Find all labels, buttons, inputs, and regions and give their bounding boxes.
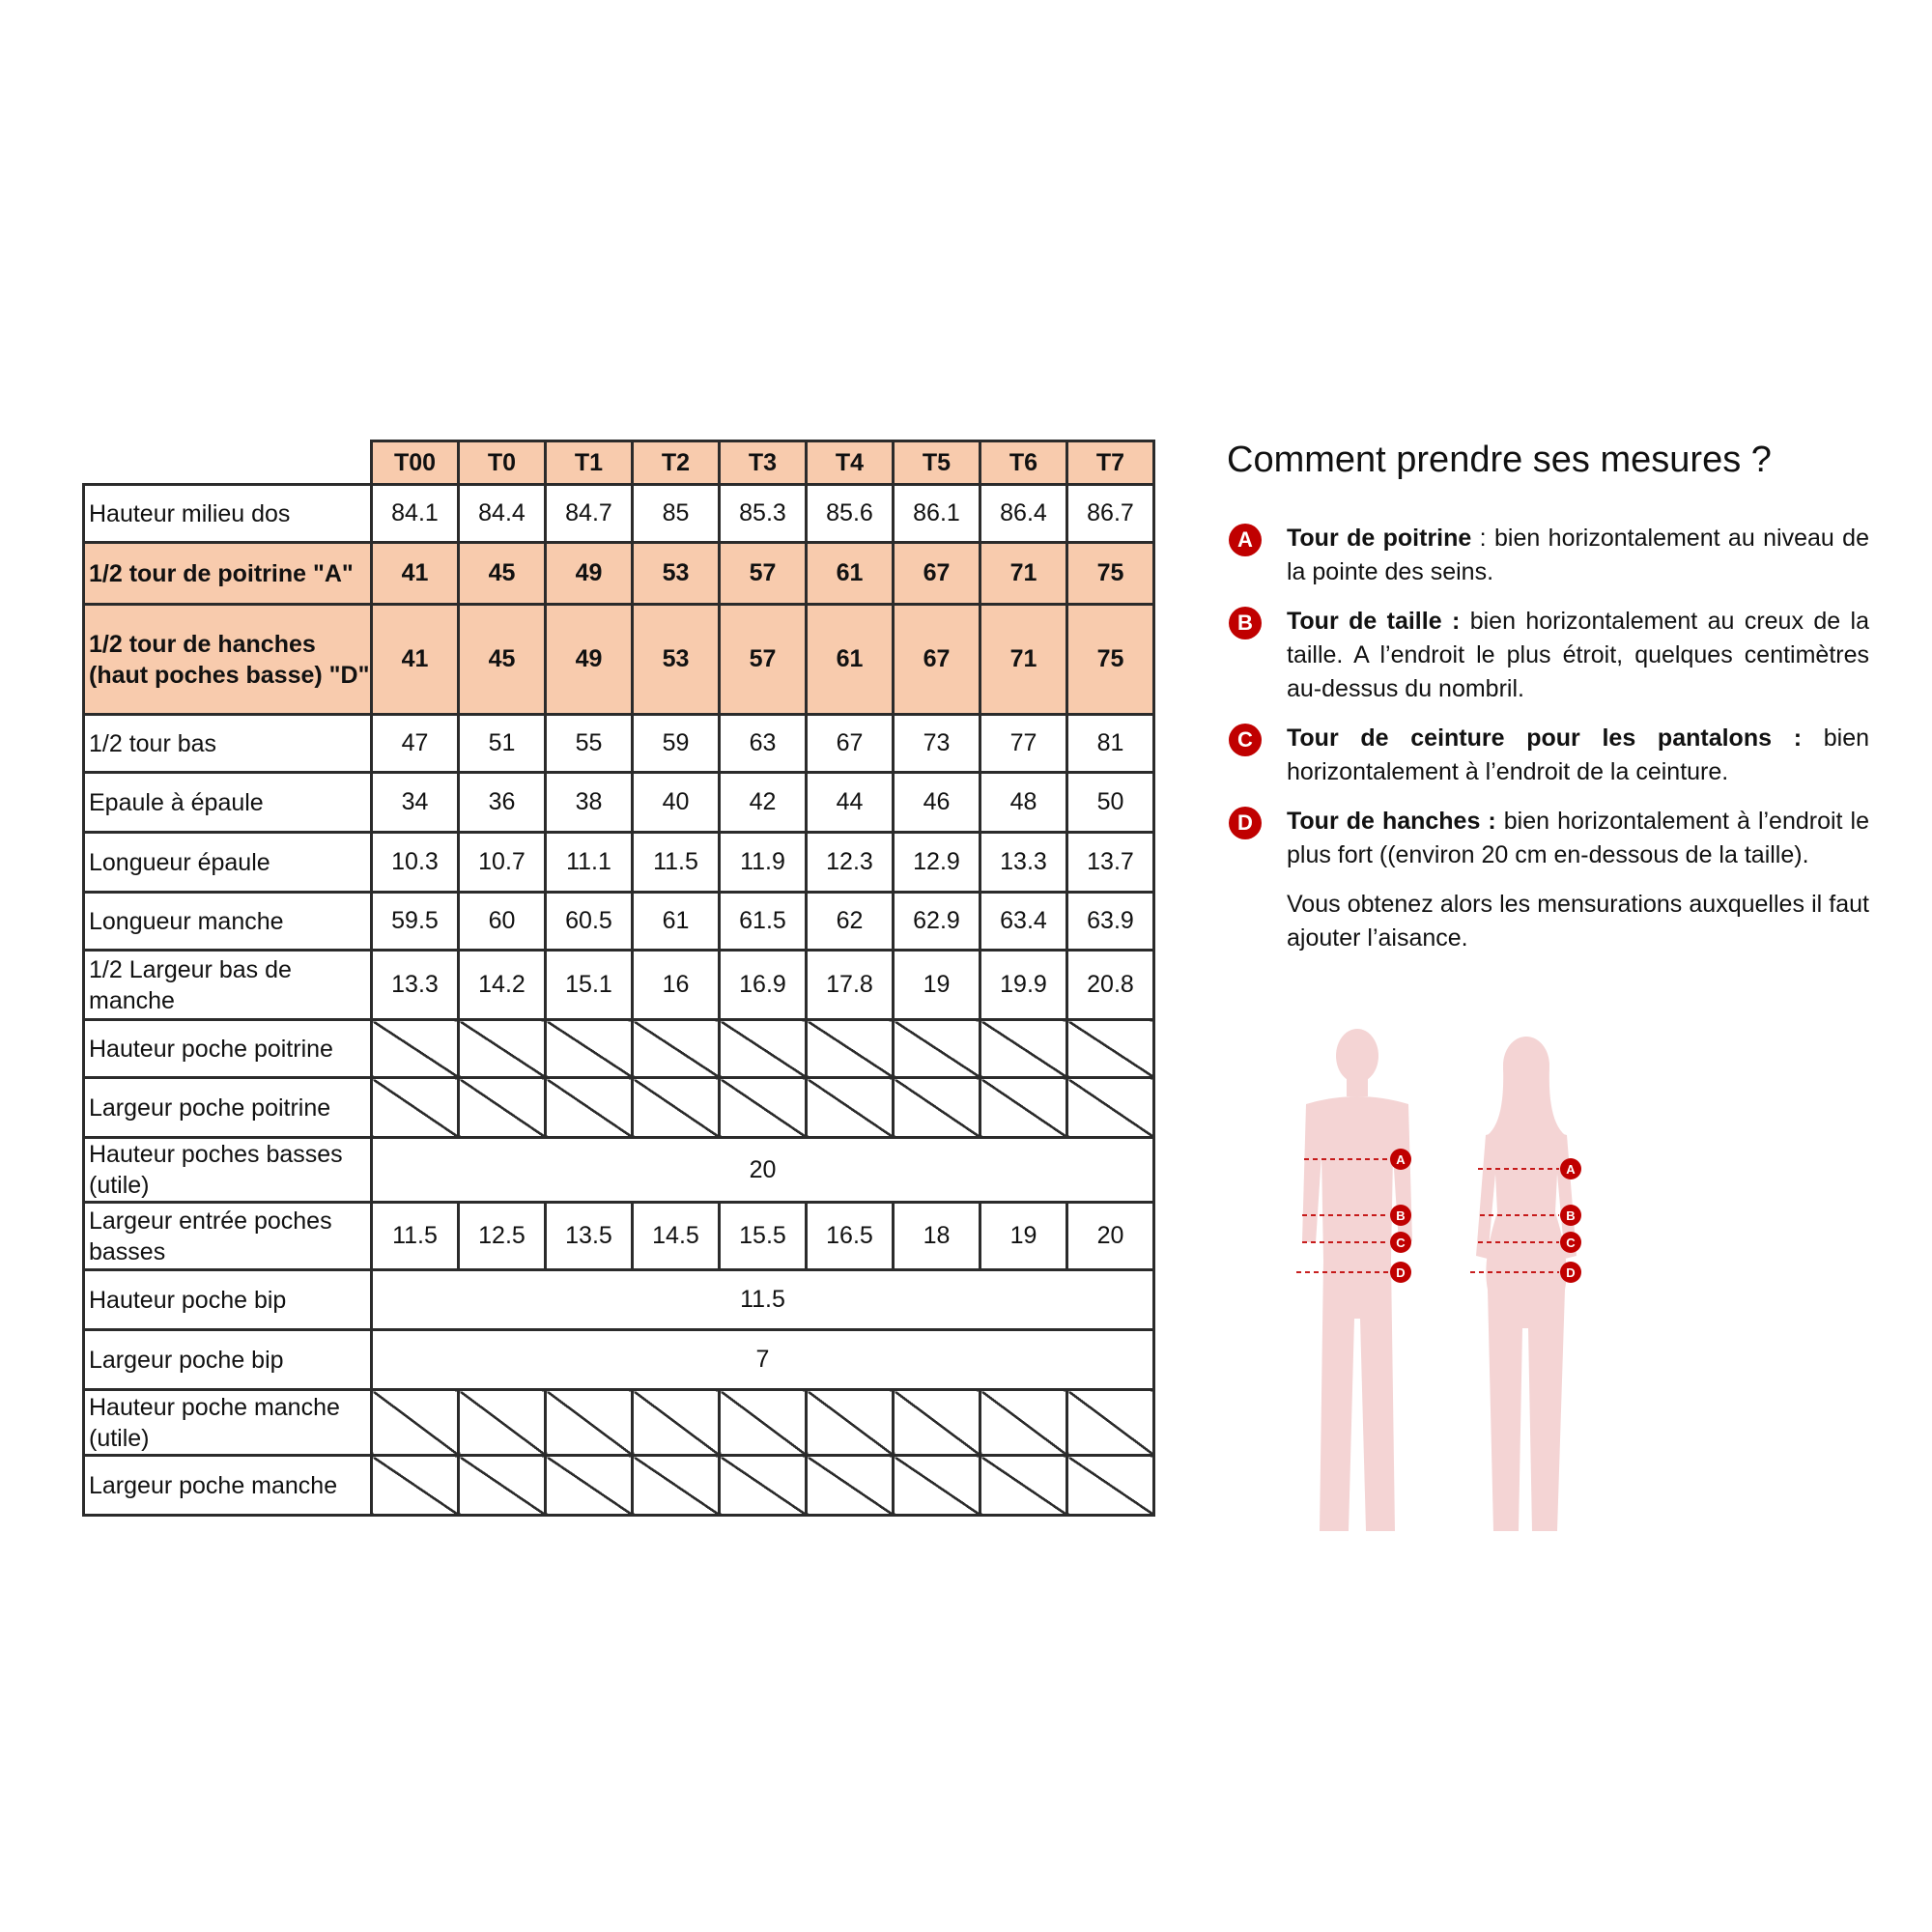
row-label: Hauteur poche poitrine [84,1020,372,1078]
value-cell: 11.9 [720,833,807,893]
value-cell: 75 [1067,605,1154,715]
not-applicable-cell [894,1078,980,1138]
guide-desc: bien horizontalement à l’endroit le plus fort ((environ 20 cm en-dessous de la taille). [1287,808,1869,868]
guide-item-c [1227,722,1869,789]
marker-label: A [1566,1162,1576,1177]
marker-label: C [1566,1236,1576,1250]
value-cell: 13.3 [980,833,1067,893]
value-cell: 86.4 [980,485,1067,543]
marker-label: C [1396,1236,1406,1250]
value-cell: 77 [980,715,1067,773]
value-cell: 11.5 [372,1203,459,1270]
not-applicable-cell [459,1078,546,1138]
not-applicable-cell [720,1078,807,1138]
marker-label: B [1396,1208,1406,1223]
value-cell: 57 [720,543,807,605]
not-applicable-cell [1067,1020,1154,1078]
guide-term: Tour de hanches : [1287,808,1496,835]
value-cell: 62.9 [894,893,980,951]
size-header: T3 [720,441,807,485]
row-label: Largeur poche manche [84,1456,372,1516]
merged-value-cell: 7 [372,1330,1154,1390]
value-cell: 16.5 [807,1203,894,1270]
guide-title: Comment prendre ses mesures ? [1227,440,1772,480]
marker-label: B [1566,1208,1576,1223]
value-cell: 12.3 [807,833,894,893]
value-cell: 67 [894,605,980,715]
value-cell: 11.1 [546,833,633,893]
value-cell: 10.3 [372,833,459,893]
value-cell: 20 [1067,1203,1154,1270]
value-cell: 84.7 [546,485,633,543]
not-applicable-cell [633,1078,720,1138]
table-row [84,1390,1154,1456]
guide-desc: bien horizontalement à l’endroit de la ceinture. [1287,724,1869,785]
not-applicable-cell [720,1020,807,1078]
value-cell: 61 [807,543,894,605]
value-cell: 40 [633,773,720,833]
value-cell: 86.7 [1067,485,1154,543]
not-applicable-cell [1067,1078,1154,1138]
size-table [82,440,1155,1517]
value-cell: 75 [1067,543,1154,605]
not-applicable-cell [807,1390,894,1456]
value-cell: 60.5 [546,893,633,951]
not-applicable-cell [546,1078,633,1138]
not-applicable-cell [894,1020,980,1078]
value-cell: 10.7 [459,833,546,893]
value-cell: 12.5 [459,1203,546,1270]
table-row [84,605,1154,715]
row-label: 1/2 Largeur bas de manche [84,951,372,1020]
value-cell: 59.5 [372,893,459,951]
value-cell: 41 [372,605,459,715]
row-label: Longueur épaule [84,833,372,893]
value-cell: 57 [720,605,807,715]
badge-b-icon: B [1229,607,1262,639]
size-header: T4 [807,441,894,485]
not-applicable-cell [894,1390,980,1456]
not-applicable-cell [980,1390,1067,1456]
size-header: T0 [459,441,546,485]
value-cell: 55 [546,715,633,773]
guide-desc: : bien horizontalement au niveau de la pointe des seins. [1287,525,1869,585]
table-row [84,1203,1154,1270]
guide-term: Tour de ceinture pour les pantalons : [1287,724,1803,752]
table-row [84,1270,1154,1330]
value-cell: 84.1 [372,485,459,543]
not-applicable-cell [633,1456,720,1516]
value-cell: 18 [894,1203,980,1270]
value-cell: 85.6 [807,485,894,543]
not-applicable-cell [372,1020,459,1078]
not-applicable-cell [720,1456,807,1516]
value-cell: 61.5 [720,893,807,951]
value-cell: 15.1 [546,951,633,1020]
marker-label: D [1396,1265,1406,1280]
value-cell: 51 [459,715,546,773]
not-applicable-cell [459,1390,546,1456]
value-cell: 11.5 [633,833,720,893]
table-row [84,1020,1154,1078]
table-body [84,485,1154,1516]
value-cell: 46 [894,773,980,833]
guide-term: Tour de taille : [1287,608,1461,635]
not-applicable-cell [980,1078,1067,1138]
row-label: Largeur entrée poches basses [84,1203,372,1270]
merged-value-cell: 20 [372,1138,1154,1203]
value-cell: 63.9 [1067,893,1154,951]
value-cell: 61 [633,893,720,951]
table-row [84,773,1154,833]
value-cell: 67 [807,715,894,773]
size-header: T5 [894,441,980,485]
guide-note: Vous obtenez alors les mensurations auxquelles il faut ajouter l’aisance. [1287,891,1869,952]
value-cell: 13.5 [546,1203,633,1270]
not-applicable-cell [980,1020,1067,1078]
value-cell: 53 [633,605,720,715]
value-cell: 34 [372,773,459,833]
row-label: Largeur poche bip [84,1330,372,1390]
not-applicable-cell [459,1456,546,1516]
guide-term: Tour de poitrine [1287,525,1472,552]
table-row [84,1078,1154,1138]
table-row [84,543,1154,605]
guide-desc: bien horizontalement au creux de la taille. A l’endroit le plus étroit, quelques centimètres au-dessus du nombril. [1287,608,1870,702]
value-cell: 44 [807,773,894,833]
value-cell: 62 [807,893,894,951]
value-cell: 36 [459,773,546,833]
female-silhouette [1476,1037,1577,1531]
value-cell: 85 [633,485,720,543]
row-label: Longueur manche [84,893,372,951]
table-row [84,715,1154,773]
not-applicable-cell [546,1390,633,1456]
size-header: T1 [546,441,633,485]
value-cell: 85.3 [720,485,807,543]
not-applicable-cell [546,1020,633,1078]
value-cell: 15.5 [720,1203,807,1270]
value-cell: 12.9 [894,833,980,893]
row-label: Epaule à épaule [84,773,372,833]
body-silhouettes-illustration [1246,1029,1652,1550]
size-header: T2 [633,441,720,485]
row-label: Hauteur poche bip [84,1270,372,1330]
not-applicable-cell [546,1456,633,1516]
value-cell: 49 [546,605,633,715]
table-row [84,951,1154,1020]
not-applicable-cell [372,1456,459,1516]
size-header: T7 [1067,441,1154,485]
guide-item-d [1227,805,1869,872]
merged-value-cell: 11.5 [372,1270,1154,1330]
value-cell: 61 [807,605,894,715]
size-header: T00 [372,441,459,485]
table-row [84,1138,1154,1203]
marker-label: D [1566,1265,1576,1280]
guide-item-a [1227,522,1869,589]
value-cell: 86.1 [894,485,980,543]
not-applicable-cell [807,1020,894,1078]
value-cell: 13.3 [372,951,459,1020]
value-cell: 38 [546,773,633,833]
value-cell: 67 [894,543,980,605]
value-cell: 45 [459,605,546,715]
row-label: 1/2 tour bas [84,715,372,773]
table-corner [84,441,372,485]
measurement-guide [1227,440,1869,955]
badge-a-icon: A [1229,524,1262,556]
not-applicable-cell [633,1020,720,1078]
value-cell: 19 [980,1203,1067,1270]
value-cell: 50 [1067,773,1154,833]
value-cell: 59 [633,715,720,773]
not-applicable-cell [720,1390,807,1456]
value-cell: 81 [1067,715,1154,773]
value-cell: 19.9 [980,951,1067,1020]
row-label: Hauteur poche manche (utile) [84,1390,372,1456]
not-applicable-cell [633,1390,720,1456]
row-label: Hauteur poches basses (utile) [84,1138,372,1203]
size-header-row [84,441,1154,485]
value-cell: 41 [372,543,459,605]
not-applicable-cell [372,1390,459,1456]
badge-d-icon: D [1229,807,1262,839]
value-cell: 20.8 [1067,951,1154,1020]
value-cell: 19 [894,951,980,1020]
marker-label: A [1396,1152,1406,1167]
value-cell: 73 [894,715,980,773]
row-label: 1/2 tour de poitrine "A" [84,543,372,605]
value-cell: 47 [372,715,459,773]
value-cell: 48 [980,773,1067,833]
value-cell: 17.8 [807,951,894,1020]
value-cell: 45 [459,543,546,605]
table-row [84,1456,1154,1516]
table-row [84,1330,1154,1390]
not-applicable-cell [807,1078,894,1138]
table-row [84,485,1154,543]
value-cell: 13.7 [1067,833,1154,893]
not-applicable-cell [459,1020,546,1078]
not-applicable-cell [807,1456,894,1516]
not-applicable-cell [980,1456,1067,1516]
not-applicable-cell [1067,1390,1154,1456]
value-cell: 63.4 [980,893,1067,951]
value-cell: 84.4 [459,485,546,543]
not-applicable-cell [894,1456,980,1516]
value-cell: 14.5 [633,1203,720,1270]
row-label: Hauteur milieu dos [84,485,372,543]
value-cell: 42 [720,773,807,833]
not-applicable-cell [1067,1456,1154,1516]
table-row [84,833,1154,893]
value-cell: 63 [720,715,807,773]
value-cell: 16 [633,951,720,1020]
value-cell: 71 [980,543,1067,605]
value-cell: 49 [546,543,633,605]
row-label: 1/2 tour de hanches (haut poches basse) "D" [84,605,372,715]
value-cell: 14.2 [459,951,546,1020]
value-cell: 53 [633,543,720,605]
not-applicable-cell [372,1078,459,1138]
row-label: Largeur poche poitrine [84,1078,372,1138]
badge-c-icon: C [1229,724,1262,756]
value-cell: 71 [980,605,1067,715]
size-header: T6 [980,441,1067,485]
value-cell: 60 [459,893,546,951]
guide-item-b [1227,605,1869,706]
table-row [84,893,1154,951]
value-cell: 16.9 [720,951,807,1020]
